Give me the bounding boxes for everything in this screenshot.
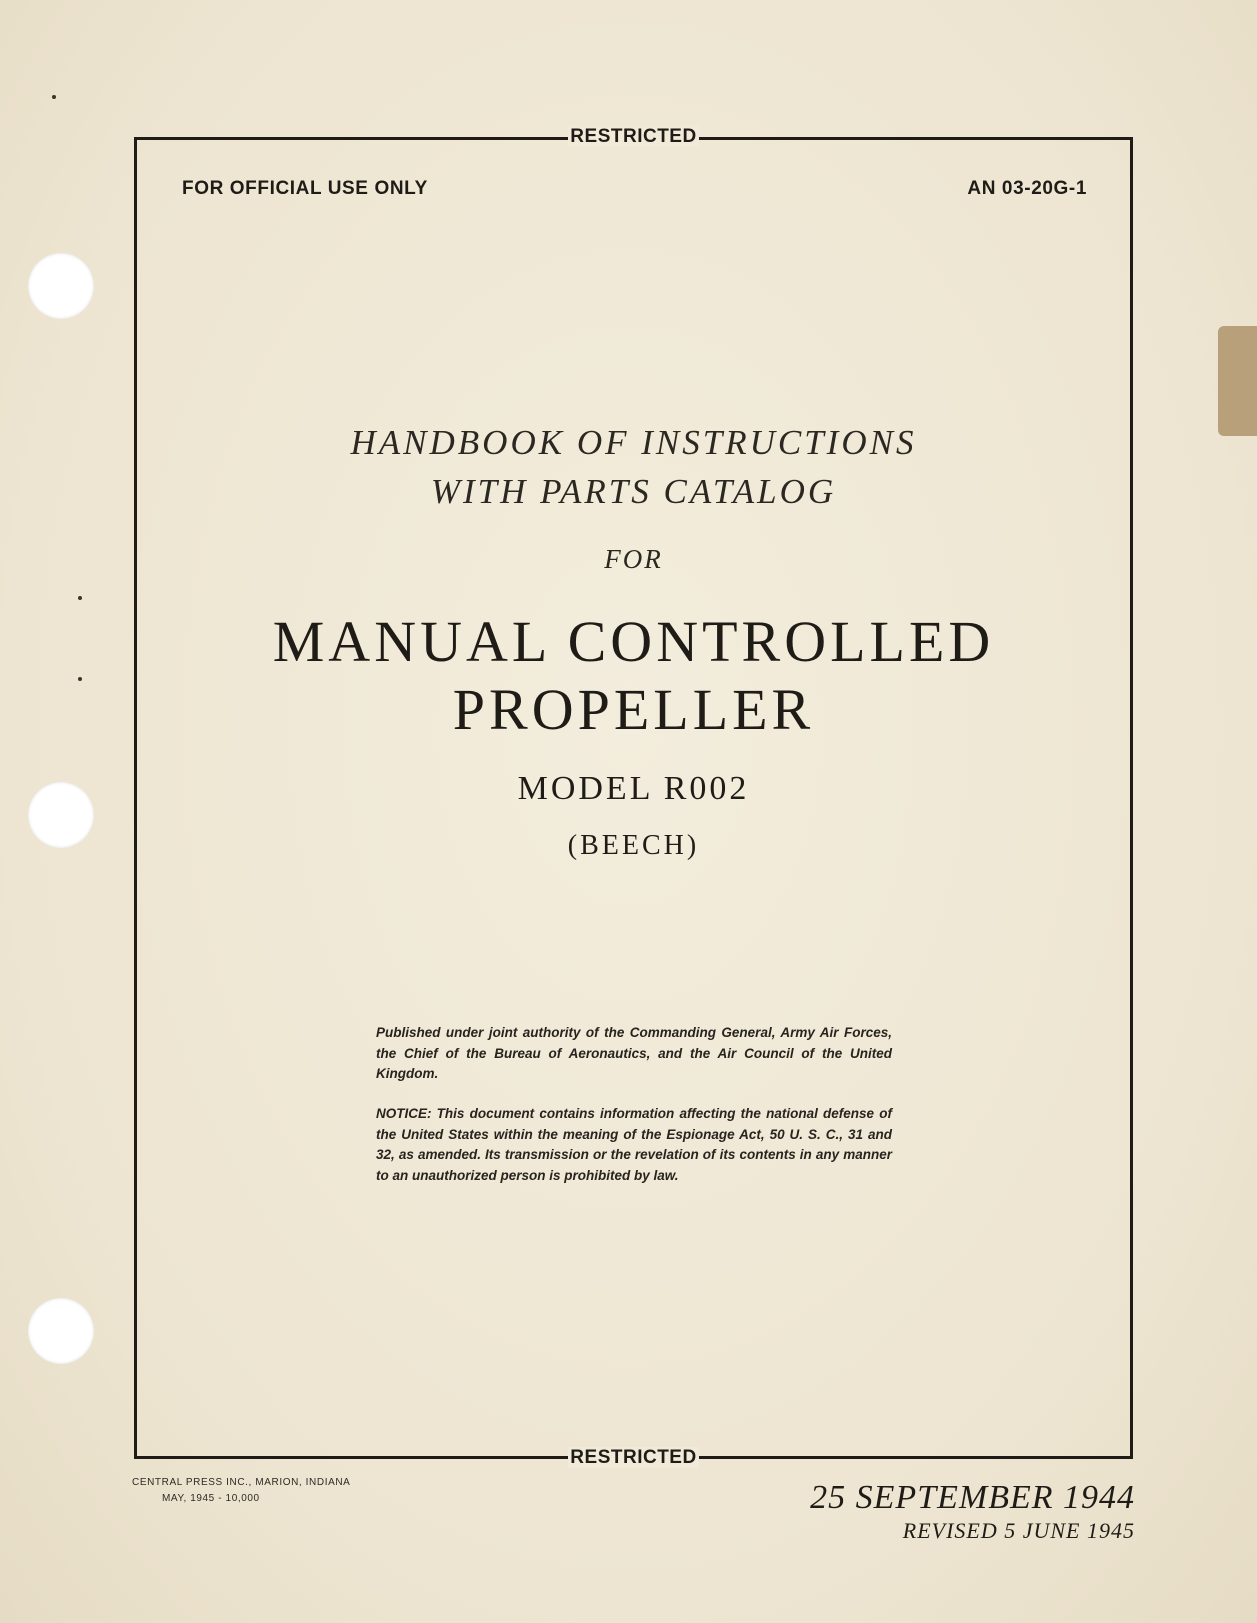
title-line-1: HANDBOOK OF INSTRUCTIONS [350, 423, 917, 462]
restricted-label-top: RESTRICTED [570, 126, 697, 147]
main-title-line-1: MANUAL CONTROLLED [272, 609, 995, 674]
binder-hole-top [28, 253, 94, 319]
notice-paragraph: NOTICE: This document contains information affecting the national defense of the United States within the meaning of the Espionage Act, 50 U. S. C., 31 and 32, as amended. Its transmission or the revelation of its contents in any manner to an unauthorized person is prohibited by law. [376, 1106, 892, 1183]
restricted-label-bottom: RESTRICTED [570, 1447, 697, 1468]
printer-line-1: CENTRAL PRESS INC., MARION, INDIANA [132, 1477, 351, 1488]
printer-imprint [132, 1475, 350, 1507]
speck [78, 677, 82, 681]
tape-mark [1218, 326, 1257, 436]
main-title-line-2: PROPELLER [452, 677, 815, 742]
official-use-label: FOR OFFICIAL USE ONLY [182, 178, 428, 199]
authority-paragraph: Published under joint authority of the Commanding General, Army Air Forces, the Chief of the Bureau of Aeronautics, and the Air Council of the United Kingdom. [376, 1025, 892, 1081]
title-line-2: WITH PARTS CATALOG [430, 472, 837, 511]
speck [78, 596, 82, 600]
binder-hole-bottom [28, 1298, 94, 1364]
binder-hole-middle [28, 782, 94, 848]
revision-date: REVISED 5 JUNE 1945 [902, 1518, 1135, 1543]
document-number: AN 03-20G-1 [967, 178, 1087, 199]
speck [52, 95, 56, 99]
model-number: MODEL R002 [517, 770, 750, 807]
title-line-3: FOR [604, 544, 663, 574]
border-frame [134, 126, 1133, 1468]
publication-date: 25 SEPTEMBER 1944 [810, 1479, 1135, 1516]
printer-line-2: MAY, 1945 - 10,000 [162, 1493, 260, 1504]
manufacturer: (BEECH) [567, 830, 700, 861]
publication-date-block [810, 1478, 1135, 1544]
